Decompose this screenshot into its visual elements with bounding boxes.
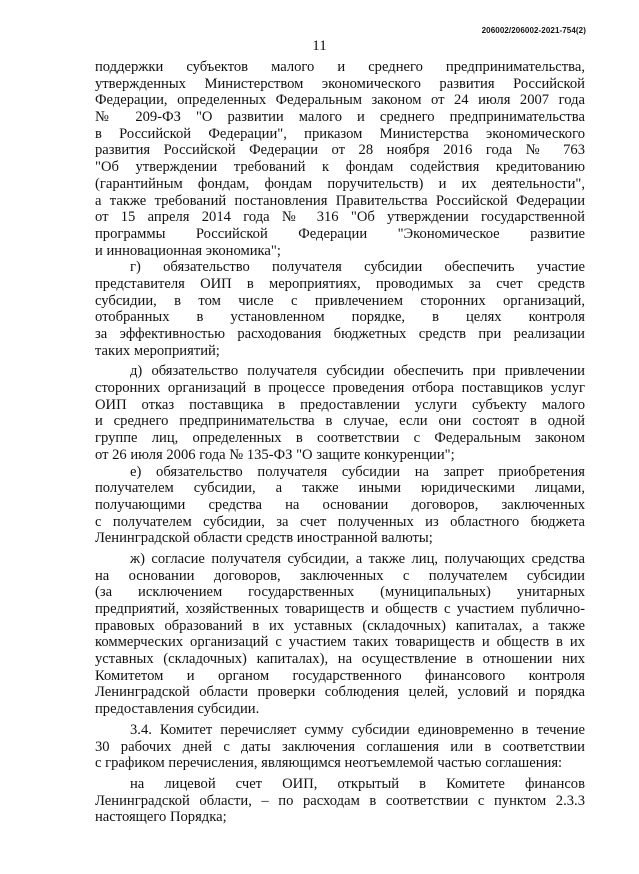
text-line: получающими средства на основании договоров, заключенных <box>95 496 585 513</box>
text-line: поддержки субъектов малого и среднего предпринимательства, <box>95 59 585 75</box>
text-line: получателем субсидии, а также иными юридическими лицами, <box>95 480 585 497</box>
text-line: Ленинградской области, – по расходам в соответствии с пунктом 2.3.3 <box>95 792 585 809</box>
text-line: (за исключением государственных (муниципальных) унитарных <box>95 584 585 601</box>
paragraph-continuation <box>95 59 585 259</box>
text-line: субсидии, в том числе с привлечением сторонних организаций, <box>95 292 585 309</box>
text-line: с получателем субсидии, за счет полученных из областного бюджета <box>95 513 585 530</box>
text-line: Ленинградской области средств иностранной валюты; <box>95 530 433 547</box>
text-line: в Российской Федерации", приказом Министерства экономического <box>95 125 585 142</box>
text-line: таких мероприятий; <box>95 342 220 359</box>
text-line: и среднего предпринимательства в случае, если они состоят в одной <box>95 413 585 430</box>
paragraph-clause-3-4 <box>95 722 585 772</box>
document-code: 206002/206002-2021-754(2) <box>481 26 586 35</box>
text-line: на лицевой счет ОИП, открытый в Комитете финансов <box>130 775 585 792</box>
paragraph-item-e <box>95 464 585 547</box>
text-line: развития Российской Федерации от 28 ноября 2016 года № 763 <box>95 142 585 159</box>
text-line: ОИП отказ поставщика в предоставлении услуги субъекту малого <box>95 396 585 413</box>
text-line: от 26 июля 2006 года № 135-ФЗ "О защите конкуренции"; <box>95 446 455 463</box>
text-line: представителя ОИП в мероприятиях, проводимых за счет средств <box>95 275 585 292</box>
text-line: на основании договоров, заключенных с получателем субсидии <box>95 567 585 584</box>
text-line: Ленинградской области проверки соблюдения целей, условий и порядка <box>95 684 585 701</box>
text-line: группе лиц, определенных в соответствии с Федеральным законом <box>95 430 585 447</box>
text-line: Комитетом и органом государственного финансового контроля <box>95 667 585 684</box>
paragraph-account <box>95 776 585 826</box>
document-body <box>95 59 585 826</box>
text-line: настоящего Порядка; <box>95 809 227 826</box>
text-line: № 209-ФЗ "О развитии малого и среднего предпринимательства <box>95 109 585 126</box>
text-line: предприятий, хозяйственных товариществ и обществ с участием публично- <box>95 601 585 617</box>
text-line: "Об утверждении требований к фондам содействия кредитованию <box>95 159 585 176</box>
text-line: 3.4. Комитет перечисляет сумму субсидии единовременно в течение <box>130 721 585 738</box>
text-line: отобранных в установленном порядке, в целях контроля <box>95 309 585 326</box>
text-line: уставных (складочных) капиталах), на осуществление в отношении них <box>95 651 585 668</box>
text-line: (гарантийным фондам, фондам поручительств) и их деятельности", <box>95 175 585 192</box>
text-line: д) обязательство получателя субсидии обеспечить при привлечении <box>130 363 585 380</box>
paragraph-item-g <box>95 259 585 359</box>
text-line: 30 рабочих дней с даты заключения соглашения или в соответствии <box>95 738 585 755</box>
text-line: правовых образований в их уставных (складочных) капиталах, а также <box>95 617 585 634</box>
text-line: Федерации, определенных Федеральным законом от 24 июля 2007 года <box>95 92 585 109</box>
text-line: е) обязательство получателя субсидии на запрет приобретения <box>130 463 585 480</box>
text-line: ж) согласие получателя субсидии, а также лиц, получающих средства <box>130 550 585 567</box>
text-line: и инновационная экономика"; <box>95 242 281 259</box>
page-number: 11 <box>312 38 327 54</box>
text-line: программы Российской Федерации "Экономическое развитие <box>95 225 585 242</box>
text-line: сторонних организаций в процессе проведения отбора поставщиков услуг <box>95 380 585 397</box>
text-line: предоставления субсидии. <box>95 701 260 718</box>
paragraph-item-d <box>95 363 585 463</box>
text-line: г) обязательство получателя субсидии обеспечить участие <box>130 259 585 276</box>
text-line: за эффективностью расходования бюджетных средств при реализации <box>95 326 585 342</box>
text-line: от 15 апреля 2014 года № 316 "Об утверждении государственной <box>95 209 585 226</box>
text-line: с графиком перечисления, являющимся неотъемлемой частью соглашения: <box>95 755 563 772</box>
paragraph-item-zh <box>95 551 585 718</box>
text-line: коммерческих организаций с участием таких товариществ и обществ в их <box>95 634 585 651</box>
text-line: утвержденных Министерством экономического развития Российской <box>95 75 585 92</box>
text-line: а также требований постановления Правительства Российской Федерации <box>95 192 585 209</box>
